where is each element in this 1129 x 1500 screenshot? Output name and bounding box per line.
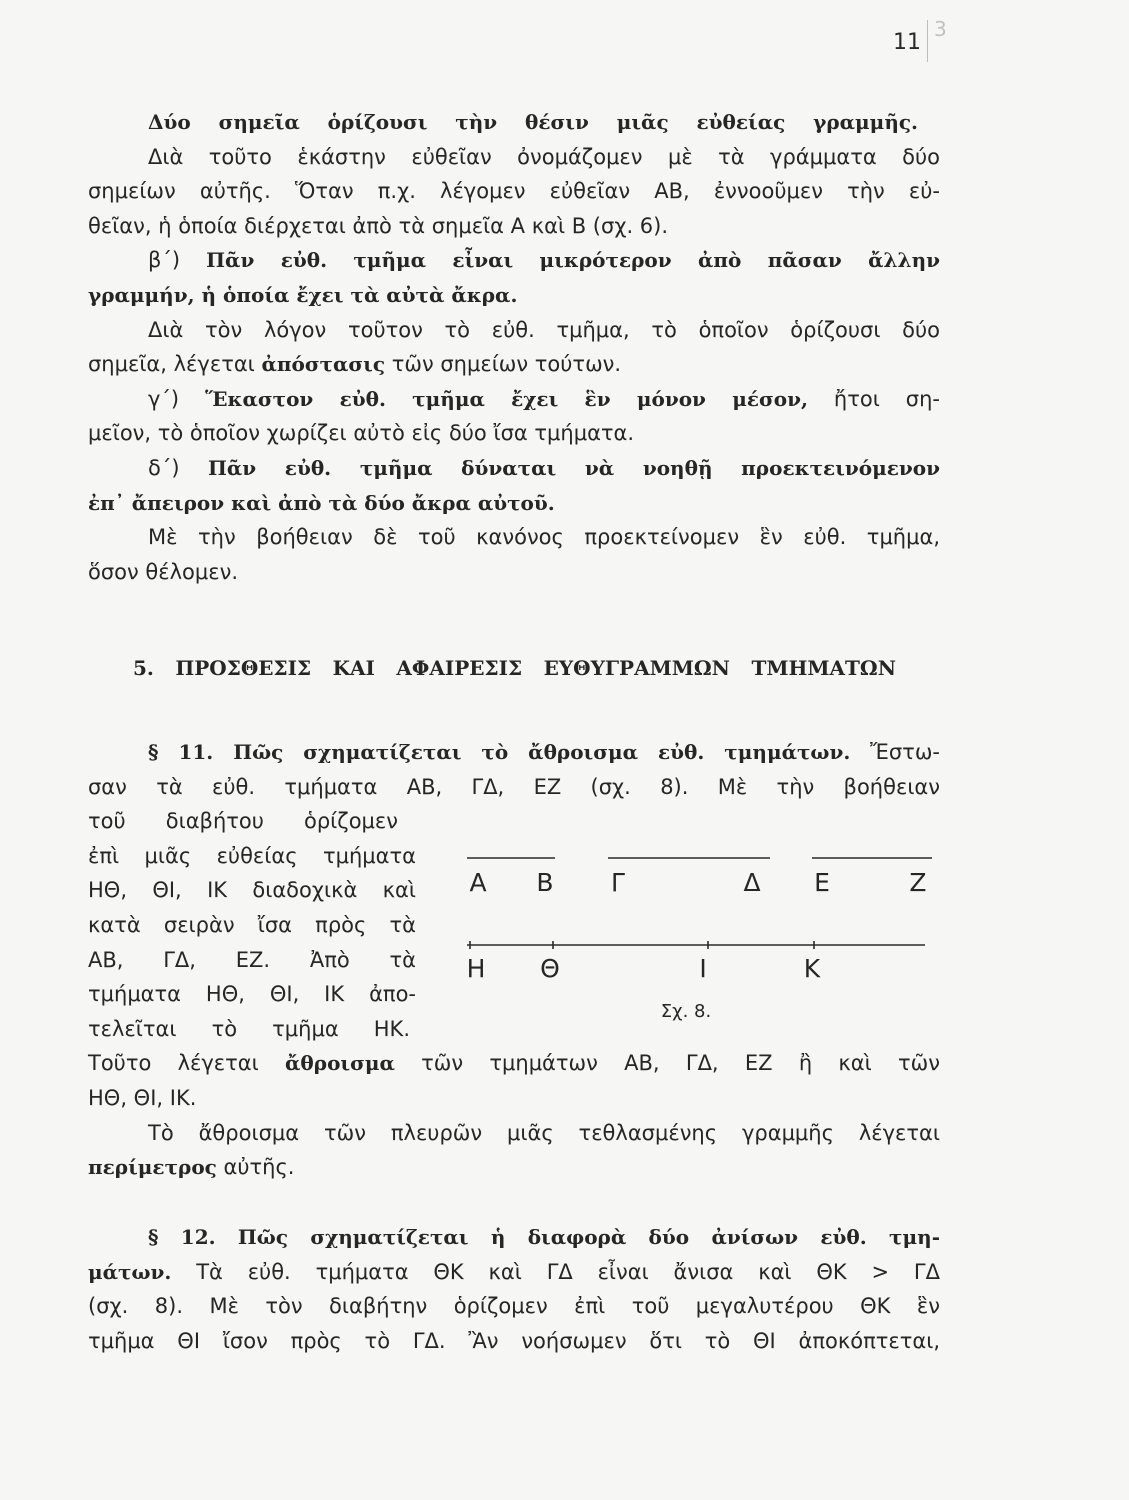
text-run: (σχ. 8). Μὲ τὸν διαβήτην ὁρίζομεν ἐπὶ τοῦ μεγαλυτέρου ΘΚ ἓν xyxy=(88,1294,940,1319)
figure-8 xyxy=(450,840,940,1030)
text-run: κατὰ σειρὰν ἴσα πρὸς τὰ xyxy=(88,912,416,937)
text-line xyxy=(88,1046,940,1081)
text-run: θεῖαν, ἡ ὁποία διέρχεται ἀπὸ τὰ σημεῖα Α καὶ Β (σχ. 6). xyxy=(88,213,669,238)
section-heading: 5. ΠΡΟΣΘΕΣΙΣ ΚΑΙ ΑΦΑΙΡΕΣΙΣ ΕΥΘΥΓΡΑΜΜΩΝ ΤΜΗΜΑΤΩΝ xyxy=(133,656,896,680)
text-line xyxy=(88,943,416,978)
text-line xyxy=(88,105,940,140)
text-line xyxy=(88,382,940,417)
page-number: 11 xyxy=(893,30,921,55)
text-line xyxy=(88,1324,940,1359)
text-run: τοῦ διαβήτου ὁρίζομεν xyxy=(88,809,398,834)
text-line xyxy=(88,804,398,839)
point-label-a: Α xyxy=(469,868,487,897)
text-line xyxy=(88,1150,940,1185)
text-run: τμήματα ΗΘ, ΘΙ, ΙΚ ἀπο- xyxy=(88,982,416,1007)
paragraph-title: § 12. Πῶς σχηματίζεται ἡ διαφορὰ δύο ἀνίσων εὐθ. τμη- xyxy=(148,1225,940,1249)
text-line xyxy=(88,1220,940,1255)
text-run: Τοῦτο λέγεται xyxy=(88,1051,286,1076)
bold-statement: γραμμήν, ἡ ὁποία ἔχει τὰ αὐτὰ ἄκρα. xyxy=(88,282,518,307)
text-line xyxy=(88,1116,940,1151)
bold-term: περίμετρος xyxy=(88,1155,217,1180)
text-run: αὐτῆς. xyxy=(216,1155,295,1180)
text-line xyxy=(88,1289,940,1324)
text-run: ἐπὶ μιᾶς εὐθείας τμήματα xyxy=(88,843,416,868)
text-run: ΗΘ, ΘΙ, ΙΚ διαδοχικὰ καὶ xyxy=(88,878,416,903)
bold-statement: Πᾶν εὐθ. τμῆμα δύναται νὰ νοηθῇ προεκτεινόμενον xyxy=(207,455,940,480)
text-line xyxy=(88,140,940,175)
text-run: μεῖον, τὸ ὁποῖον χωρίζει αὐτὸ εἰς δύο ἴσα τμήματα. xyxy=(88,421,635,446)
point-label-i: Ι xyxy=(699,954,707,983)
text-line xyxy=(88,839,416,874)
point-label-b: Β xyxy=(536,868,554,897)
text-line xyxy=(88,555,940,590)
text-line xyxy=(88,451,940,486)
text-run: Μὲ τὴν βοήθειαν δὲ τοῦ κανόνος προεκτείνομεν ἓν εὐθ. τμῆμα, xyxy=(148,525,940,550)
text-run: τῶν σημείων τούτων. xyxy=(385,352,622,377)
text-line xyxy=(88,1255,940,1290)
text-line xyxy=(88,873,416,908)
text-run: τῶν τμημάτων ΑΒ, ΓΔ, ΕΖ ἢ καὶ τῶν xyxy=(394,1051,940,1076)
bold-statement: ἐπ᾽ ἄπειρον καὶ ἀπὸ τὰ δύο ἄκρα αὐτοῦ. xyxy=(88,490,555,515)
bold-statement: Πᾶν εὐθ. τμῆμα εἶναι μικρότερον ἀπὸ πᾶσαν ἄλλην xyxy=(206,248,940,273)
page-edge-rule xyxy=(927,20,928,62)
point-label-g: Γ xyxy=(611,868,625,897)
item-marker: δ΄) xyxy=(148,455,208,480)
point-label-k: Κ xyxy=(803,954,821,983)
paragraph-title: μάτων. xyxy=(88,1259,172,1284)
text-line xyxy=(88,347,940,382)
text-line xyxy=(88,313,940,348)
text-run: ΗΘ, ΘΙ, ΙΚ. xyxy=(88,1085,197,1110)
text-line xyxy=(88,977,416,1012)
point-label-z: Ζ xyxy=(909,868,927,897)
bold-statement: Δύο σημεῖα ὁρίζουσι τὴν θέσιν μιᾶς εὐθείας γραμμῆς. xyxy=(148,110,918,134)
paragraph-12 xyxy=(88,1220,940,1358)
corner-mark: 3 xyxy=(934,17,947,41)
text-run: σημεῖα, λέγεται xyxy=(88,352,262,377)
text-line xyxy=(88,1081,940,1116)
text-line xyxy=(88,735,940,770)
segment-properties-section xyxy=(88,105,940,589)
text-run: σαν τὰ εὐθ. τμήματα ΑΒ, ΓΔ, ΕΖ (σχ. 8). Μὲ τὴν βοήθειαν xyxy=(88,774,940,799)
bold-term: ἀπόστασις xyxy=(261,352,386,377)
text-run: ἤτοι ση- xyxy=(807,386,940,411)
text-line xyxy=(88,278,940,313)
point-label-th: Θ xyxy=(540,954,560,983)
point-label-h: Η xyxy=(466,954,486,983)
text-run: Διὰ τὸν λόγον τοῦτον τὸ εὐθ. τμῆμα, τὸ ὁποῖον ὁρίζουσι δύο xyxy=(148,317,940,342)
item-marker: β΄) xyxy=(148,248,207,273)
text-line xyxy=(88,1012,410,1047)
text-line xyxy=(88,486,940,521)
text-run: σημείων αὐτῆς. Ὅταν π.χ. λέγομεν εὐθεῖαν ΑΒ, ἐννοοῦμεν τὴν εὐ- xyxy=(88,179,940,204)
point-label-e: Ε xyxy=(814,868,830,897)
text-line xyxy=(88,770,940,805)
text-run: ὅσον θέλομεν. xyxy=(88,559,239,584)
paragraph-title: § 11. Πῶς σχηματίζεται τὸ ἄθροισμα εὐθ. τμημάτων. xyxy=(148,740,851,764)
text-run: Τὰ εὐθ. τμήματα ΘΚ καὶ ΓΔ εἶναι ἄνισα καὶ ΘΚ > ΓΔ xyxy=(171,1259,940,1284)
point-label-d: Δ xyxy=(743,868,761,897)
item-marker: γ΄) xyxy=(148,386,206,411)
bold-term: ἄθροισμα xyxy=(285,1051,395,1076)
text-line xyxy=(88,520,940,555)
text-run: Ἔστω- xyxy=(850,740,940,764)
text-line xyxy=(88,209,940,244)
text-line xyxy=(88,908,416,943)
text-run: τελεῖται τὸ τμῆμα ΗΚ. xyxy=(88,1016,410,1041)
figure-caption: Σχ. 8. xyxy=(660,1001,712,1022)
text-line xyxy=(88,174,940,209)
text-run: ΑΒ, ΓΔ, ΕΖ. Ἀπὸ τὰ xyxy=(88,947,416,972)
text-run: Τὸ ἄθροισμα τῶν πλευρῶν μιᾶς τεθλασμένης γραμμῆς λέγεται xyxy=(148,1120,940,1145)
text-line xyxy=(88,416,940,451)
bold-statement: Ἕκαστον εὐθ. τμῆμα ἔχει ἓν μόνον μέσον, xyxy=(205,386,808,411)
text-run: τμῆμα ΘΙ ἴσον πρὸς τὸ ΓΔ. Ἂν νοήσωμεν ὅτι τὸ ΘΙ ἀποκόπτεται, xyxy=(88,1328,940,1353)
text-line xyxy=(88,243,940,278)
text-run: Διὰ τοῦτο ἑκάστην εὐθεῖαν ὀνομάζομεν μὲ τὰ γράμματα δύο xyxy=(148,144,940,169)
